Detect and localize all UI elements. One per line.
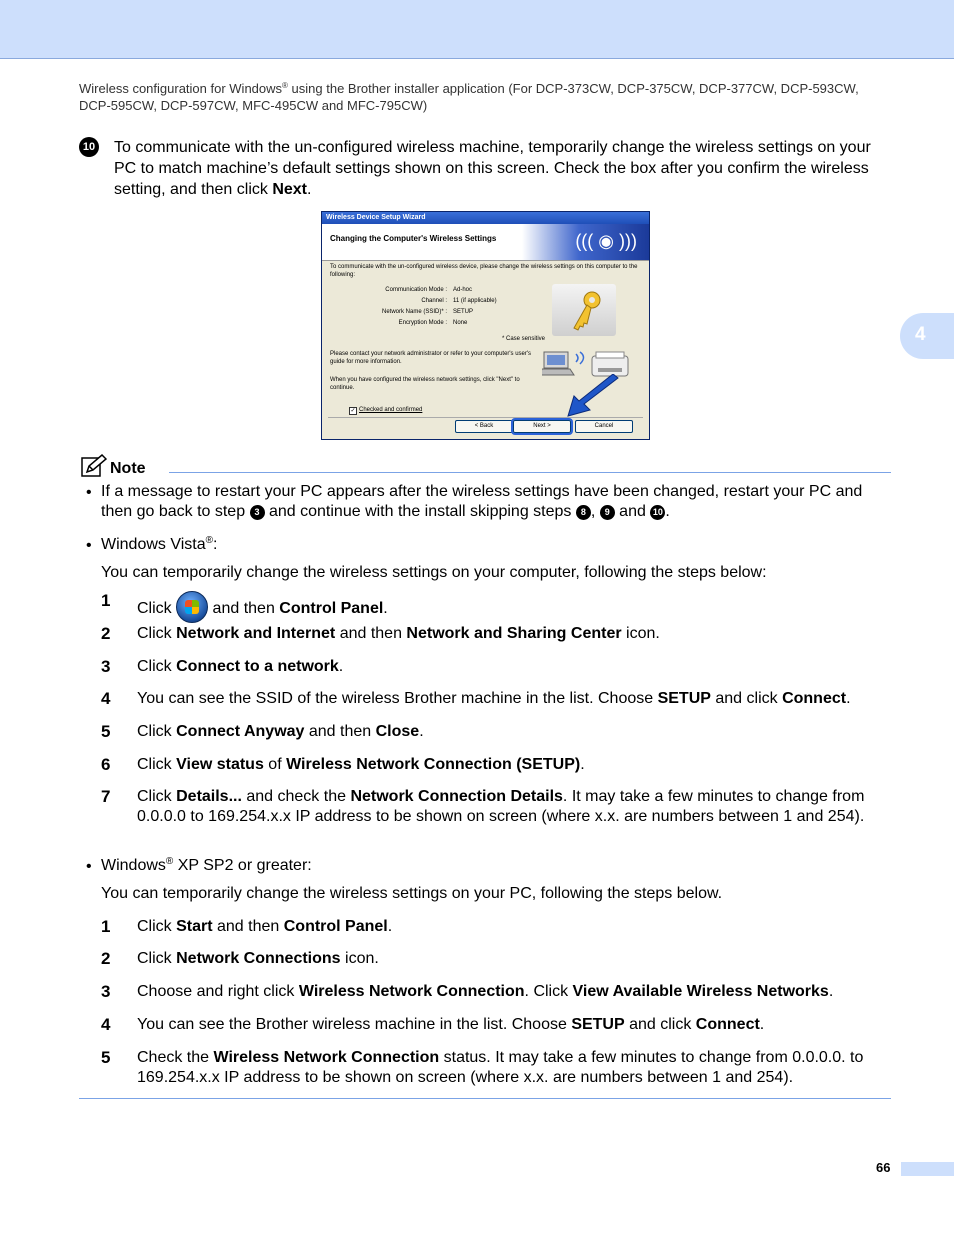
step-marker: 10 xyxy=(79,137,99,157)
vista-intro: You can temporarily change the wireless settings on your computer, following the steps below: xyxy=(101,564,767,581)
vista-step-6: Click View status of Wireless Network Connection (SETUP). xyxy=(137,756,585,773)
header-text: Wireless configuration for Windows xyxy=(79,81,283,96)
xp-step-3: Choose and right click Wireless Network Connection. Click View Available Wireless Networks. xyxy=(137,983,834,1000)
xp-intro: You can temporarily change the wireless settings on your PC, following the steps below. xyxy=(101,885,723,902)
vista-step-3: Click Connect to a network. xyxy=(137,658,344,675)
step-number: 4 xyxy=(101,689,111,708)
wizard-dialog-screenshot xyxy=(321,211,650,440)
step-number: 4 xyxy=(101,1015,111,1034)
step-number: 5 xyxy=(101,722,111,741)
step-10 xyxy=(79,137,891,200)
note-rule xyxy=(169,472,891,473)
registered-mark: ® xyxy=(282,81,288,90)
checkbox-check-icon: ✓ xyxy=(350,408,356,414)
dialog-separator xyxy=(328,417,643,418)
note-pencil-icon xyxy=(81,454,107,478)
dialog-note-contact: Please contact your network administrator or refer to your computer's user's guide for more information. xyxy=(330,351,532,365)
vista-step-7: Click Details... and check the Network Connection Details. It may take a few minutes to change from 0.0.0.0 to 169.254.x.x IP address to be shown on screen (where x.x. are numbers between 1 and 254). xyxy=(137,788,865,825)
step-number: 7 xyxy=(101,787,111,806)
xp-step-4: You can see the Brother wireless machine in the list. Choose SETUP and click Connect. xyxy=(137,1016,765,1033)
step-number: 1 xyxy=(101,591,111,610)
chapter-number: 4 xyxy=(915,324,926,345)
xp-title: Windows® XP SP2 or greater: xyxy=(101,856,312,874)
note-heading: Note xyxy=(110,460,146,477)
dialog-note-continue: When you have configured the wireless network settings, click "Next" to continue. xyxy=(330,377,520,391)
vista-step-2: Click Network and Internet and then Network and Sharing Center icon. xyxy=(137,625,660,642)
windows-start-icon xyxy=(176,591,208,623)
case-sensitive-note: * Case sensitive xyxy=(502,336,546,342)
bullet: • xyxy=(86,484,92,501)
dialog-header xyxy=(322,224,649,261)
step-number: 3 xyxy=(101,982,111,1001)
vista-step-5: Click Connect Anyway and then Close. xyxy=(137,723,424,740)
step-number: 5 xyxy=(101,1048,111,1067)
page-number-bar xyxy=(901,1162,954,1176)
step-number: 1 xyxy=(101,917,111,936)
chapter-tab xyxy=(900,313,954,359)
step-ref: 3 xyxy=(250,505,265,520)
step-ref: 8 xyxy=(576,505,591,520)
dialog-title-bar: Wireless Device Setup Wizard xyxy=(322,212,649,224)
note-restart-text: If a message to restart your PC appears after the wireless settings have been changed, restart your PC and then go back to step 3 and continue with the install skipping steps 8 , 9 and 10 . xyxy=(101,483,863,520)
step-10-text: To communicate with the un-configured wireless machine, temporarily change the wireless settings on your PC to match machine’s default settings shown on this screen. Check the box after you confirm the wireless setting, and then click Next. xyxy=(114,139,871,198)
bullet: • xyxy=(86,537,92,554)
dialog-intro: To communicate with the un-configured wireless device, please change the wireless settings on this computer to the following: xyxy=(330,264,638,278)
note-bottom-rule xyxy=(79,1098,891,1099)
dialog-heading: Changing the Computer's Wireless Settings xyxy=(330,234,497,243)
running-header xyxy=(79,80,879,114)
xp-step-5: Check the Wireless Network Connection status. It may take a few minutes to change from 0.0.0.0. to 169.254.x.x IP address to be shown on screen (where x.x. are numbers between 1 and 254). xyxy=(137,1049,864,1086)
vista-title: Windows Vista®: xyxy=(101,535,218,553)
vista-step-4: You can see the SSID of the wireless Brother machine in the list. Choose SETUP and click Connect. xyxy=(137,690,851,707)
key-icon xyxy=(568,290,604,332)
step-number: 2 xyxy=(101,949,111,968)
vista-step-1: Click and then Control Panel. xyxy=(137,591,893,623)
wireless-banner-art xyxy=(522,224,649,260)
back-button[interactable]: < Back xyxy=(455,420,513,433)
top-banner xyxy=(0,0,954,59)
xp-step-1: Click Start and then Control Panel. xyxy=(137,918,393,935)
page-number: 66 xyxy=(876,1160,891,1175)
arrow-pointer-icon xyxy=(562,374,622,420)
step-number: 3 xyxy=(101,657,111,676)
step-number: 2 xyxy=(101,624,111,643)
header-text-rest: using the Brother installer application (For DCP-373CW, DCP-375CW, DCP-377CW, DCP-593CW, DCP-595CW, DCP-597CW, MFC-495CW and MFC-795CW) xyxy=(79,81,859,113)
step-ref: 10 xyxy=(650,505,665,520)
step-number: 6 xyxy=(101,755,111,774)
checked-confirmed-checkbox[interactable]: ✓ Checked and confirmed xyxy=(350,407,423,414)
step-ref: 9 xyxy=(600,505,615,520)
next-button[interactable]: Next > xyxy=(513,420,571,433)
settings-labels: Communication Mode : Channel : Network Name (SSID)* : Encryption Mode : xyxy=(381,287,447,326)
settings-values: Ad-hoc 11 (if applicable) SETUP None xyxy=(453,287,497,326)
cancel-button[interactable]: Cancel xyxy=(575,420,633,433)
wireless-signal-icon: ((( ◉ ))) xyxy=(575,231,637,251)
xp-step-2: Click Network Connections icon. xyxy=(137,950,379,967)
bullet: • xyxy=(86,858,92,875)
key-icon-box xyxy=(552,284,616,336)
